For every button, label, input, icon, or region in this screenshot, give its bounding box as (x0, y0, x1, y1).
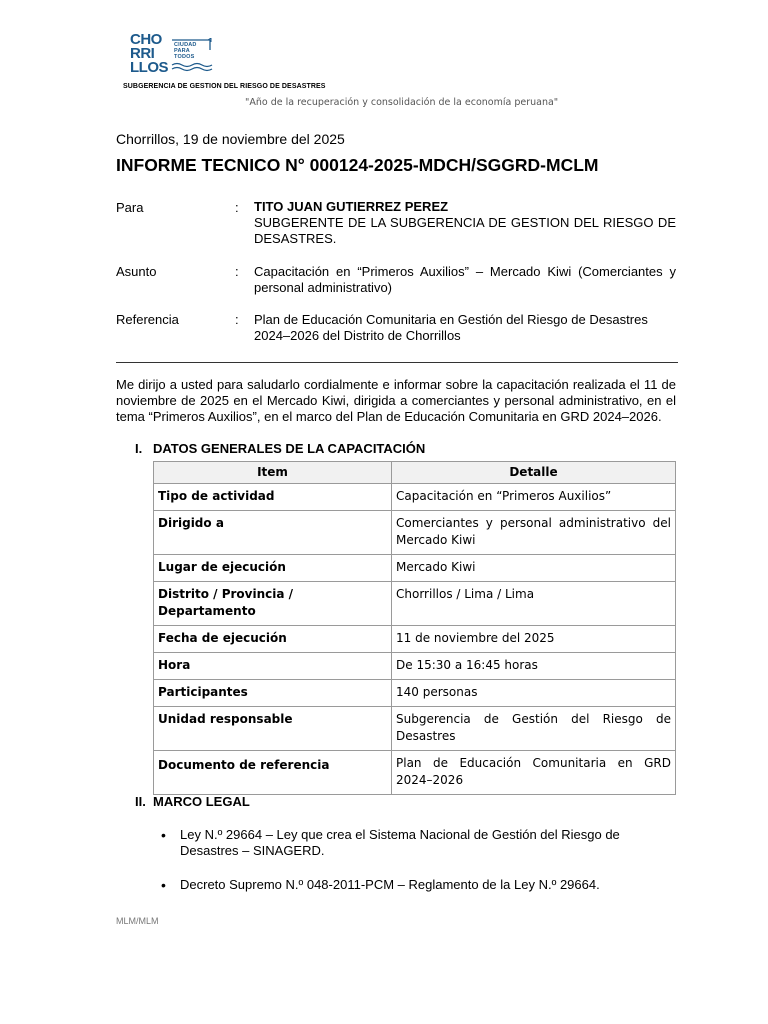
recipient-name: TITO JUAN GUTIERREZ PEREZ (254, 199, 449, 214)
table-cell-item: Distrito / Provincia / Departamento (154, 582, 392, 626)
table-cell-detail: De 15:30 a 16:45 horas (392, 653, 676, 680)
field-label-referencia: Referencia (116, 312, 179, 327)
table-cell-item: Participantes (154, 680, 392, 707)
logo-word-3: LLOS (130, 59, 168, 76)
table-row (154, 484, 676, 511)
logo-tagline-2: PARA (174, 48, 190, 54)
table-header-row (154, 462, 676, 484)
field-colon: : (235, 312, 239, 327)
table-row (154, 707, 676, 751)
table-cell-item: Documento de referencia (154, 751, 392, 795)
section-2-number: II. (135, 794, 146, 809)
table-row (154, 511, 676, 555)
year-motto: "Año de la recuperación y consolidación de la economía peruana" (245, 97, 559, 108)
logo-word-2: RRI (130, 45, 155, 62)
table-row (154, 653, 676, 680)
field-colon: : (235, 200, 239, 215)
field-label-para: Para (116, 200, 144, 215)
table-cell-detail: Chorrillos / Lima / Lima (392, 582, 676, 626)
table-cell-item: Dirigido a (154, 511, 392, 555)
table-cell-item: Fecha de ejecución (154, 626, 392, 653)
intro-paragraph: Me dirijo a usted para saludarlo cordialmente e informar sobre la capacitación realizada el 11 de noviembre de 2025 en el Mercado Kiwi, dirigida a comerciantes y personal administrativo, en el tema “Primeros Auxilios”, en el marco del Plan de Educación Comunitaria en GRD 2024–2026. (116, 377, 676, 424)
logo-tagline-1: CIUDAD (174, 42, 197, 48)
table-cell-detail: Subgerencia de Gestión del Riesgo de Desastres (392, 707, 676, 751)
field-label-asunto: Asunto (116, 264, 157, 279)
municipality-logo (130, 33, 225, 79)
logo-tagline-3: TODOS (174, 54, 195, 60)
logo-wordmark (130, 33, 168, 75)
training-data-table (153, 461, 676, 795)
legal-item: Ley N.º 29664 – Ley que crea el Sistema Nacional de Gestión del Riesgo de Desastres – SINAGERD. (180, 827, 620, 858)
logo-word-1: CHO (130, 31, 162, 48)
table-cell-detail: 11 de noviembre del 2025 (392, 626, 676, 653)
field-value-referencia: Plan de Educación Comunitaria en Gestión del Riesgo de Desastres 2024–2026 del Distrito de Chorrillos (254, 312, 648, 343)
table-cell-item: Unidad responsable (154, 707, 392, 751)
report-title: INFORME TECNICO N° 000124-2025-MDCH/SGGRD-MCLM (116, 155, 599, 175)
table-cell-detail: 140 personas (392, 680, 676, 707)
table-row (154, 751, 676, 795)
column-header-detalle: Detalle (392, 462, 676, 484)
recipient-position: SUBGERENTE DE LA SUBGERENCIA DE GESTION DEL RIESGO DE DESASTRES. (254, 215, 676, 246)
field-value-para (254, 199, 676, 247)
table-cell-detail: Capacitación en “Primeros Auxilios” (392, 484, 676, 511)
column-header-item: Item (154, 462, 392, 484)
bullet-icon: • (161, 827, 166, 843)
header-divider (116, 362, 678, 363)
section-1-number: I. (135, 441, 143, 456)
table-cell-detail: Comerciantes y personal administrativo del Mercado Kiwi (392, 511, 676, 555)
section-1-title: DATOS GENERALES DE LA CAPACITACIÓN (153, 441, 426, 456)
bullet-icon: • (161, 877, 166, 893)
org-unit: SUBGERENCIA DE GESTION DEL RIESGO DE DESASTRES (123, 83, 326, 90)
place-date: Chorrillos, 19 de noviembre del 2025 (116, 131, 345, 147)
section-2-title: MARCO LEGAL (153, 794, 250, 809)
logo-tagline (174, 42, 214, 60)
footer-initials: MLM/MLM (116, 916, 159, 926)
table-row (154, 582, 676, 626)
table-row (154, 680, 676, 707)
field-colon: : (235, 264, 239, 279)
field-value-asunto: Capacitación en “Primeros Auxilios” – Mercado Kiwi (Comerciantes y personal administrativo) (254, 264, 676, 295)
table-cell-item: Lugar de ejecución (154, 555, 392, 582)
table-cell-item: Hora (154, 653, 392, 680)
table-cell-detail: Mercado Kiwi (392, 555, 676, 582)
table-cell-item: Tipo de actividad (154, 484, 392, 511)
table-row (154, 626, 676, 653)
table-row (154, 555, 676, 582)
table-cell-detail: Plan de Educación Comunitaria en GRD 2024–2026 (392, 751, 676, 795)
legal-item: Decreto Supremo N.º 048-2011-PCM – Reglamento de la Ley N.º 29664. (180, 877, 600, 892)
